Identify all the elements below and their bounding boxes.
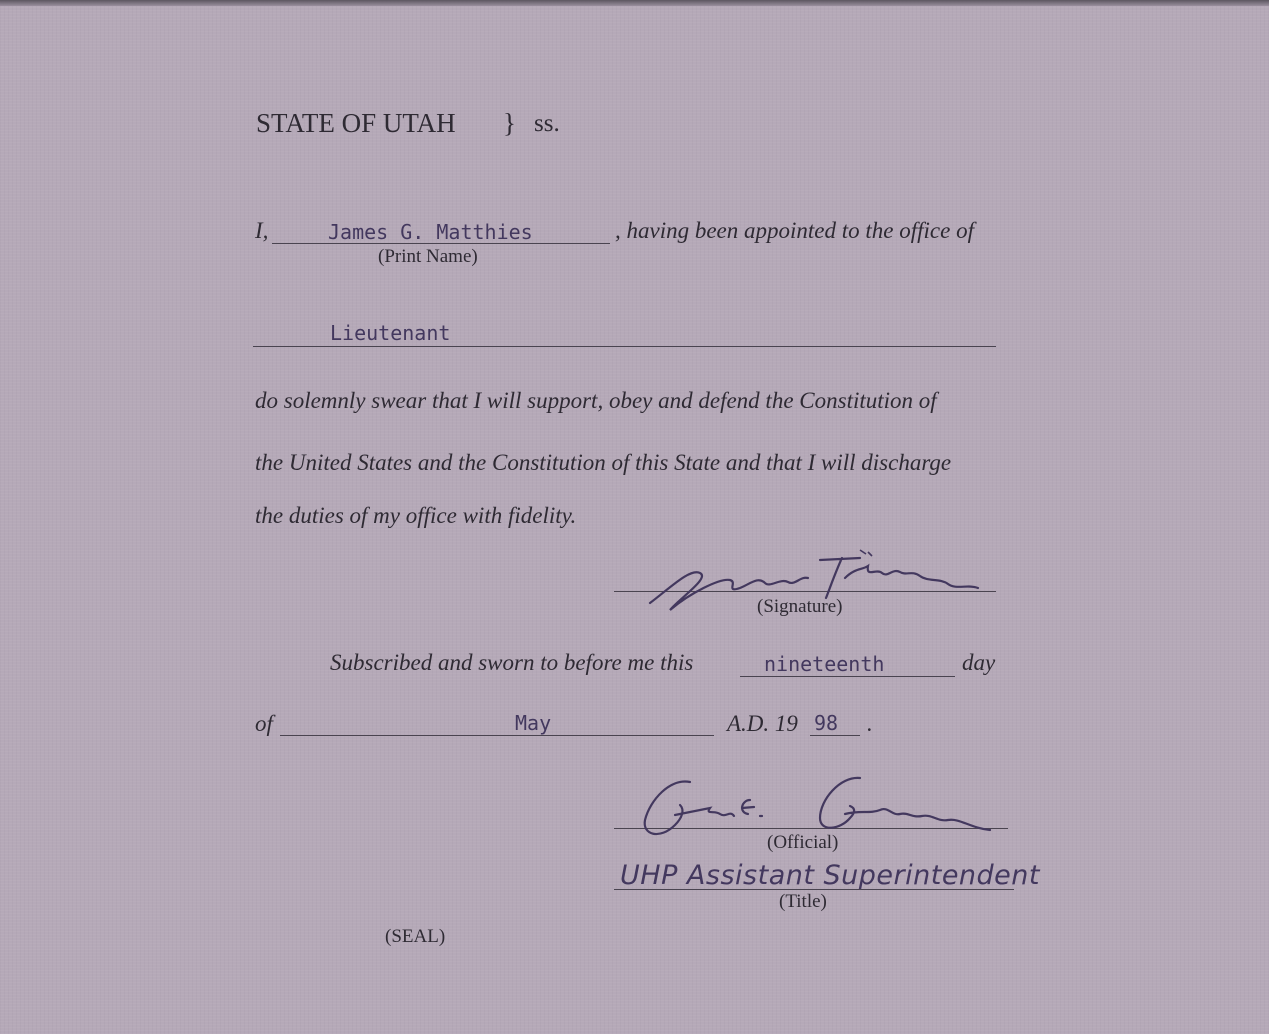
year-value: 98 [814, 711, 839, 735]
oath-line-3: the duties of my office with fidelity. [255, 503, 577, 528]
state-heading: STATE OF UTAH [256, 108, 456, 138]
brace: } [503, 108, 516, 138]
signature-label: (Signature) [757, 596, 843, 617]
day-value: nineteenth [764, 652, 885, 676]
seal-label: (SEAL) [385, 926, 446, 947]
title-line [614, 889, 1014, 890]
ad-text: A.D. 19 [727, 711, 798, 736]
print-name-value: James G. Matthies [328, 220, 533, 244]
oath-line-2: the United States and the Constitution of this State and that I will discharge [255, 450, 952, 475]
day-text: day [962, 650, 996, 675]
print-name-label: (Print Name) [378, 246, 478, 267]
office-value: Lieutenant [330, 321, 451, 345]
ss-abbrev: ss. [534, 110, 560, 137]
subscribed-text: Subscribed and sworn to before me this [330, 650, 694, 675]
day-line [740, 676, 955, 677]
oath-prefix: I, [255, 218, 269, 243]
year-line [810, 735, 860, 736]
office-line [253, 346, 996, 347]
title-label: (Title) [779, 891, 827, 912]
appointed-text: , having been appointed to the office of [615, 218, 974, 243]
oath-line-1: do solemnly swear that I will support, obey and defend the Constitution of [255, 388, 937, 413]
month-line [280, 735, 714, 736]
official-label: (Official) [767, 832, 839, 853]
period: . [867, 711, 873, 736]
of-text: of [255, 711, 273, 736]
title-value: UHP Assistant Superintendent [620, 860, 1040, 891]
month-value: May [515, 711, 552, 735]
